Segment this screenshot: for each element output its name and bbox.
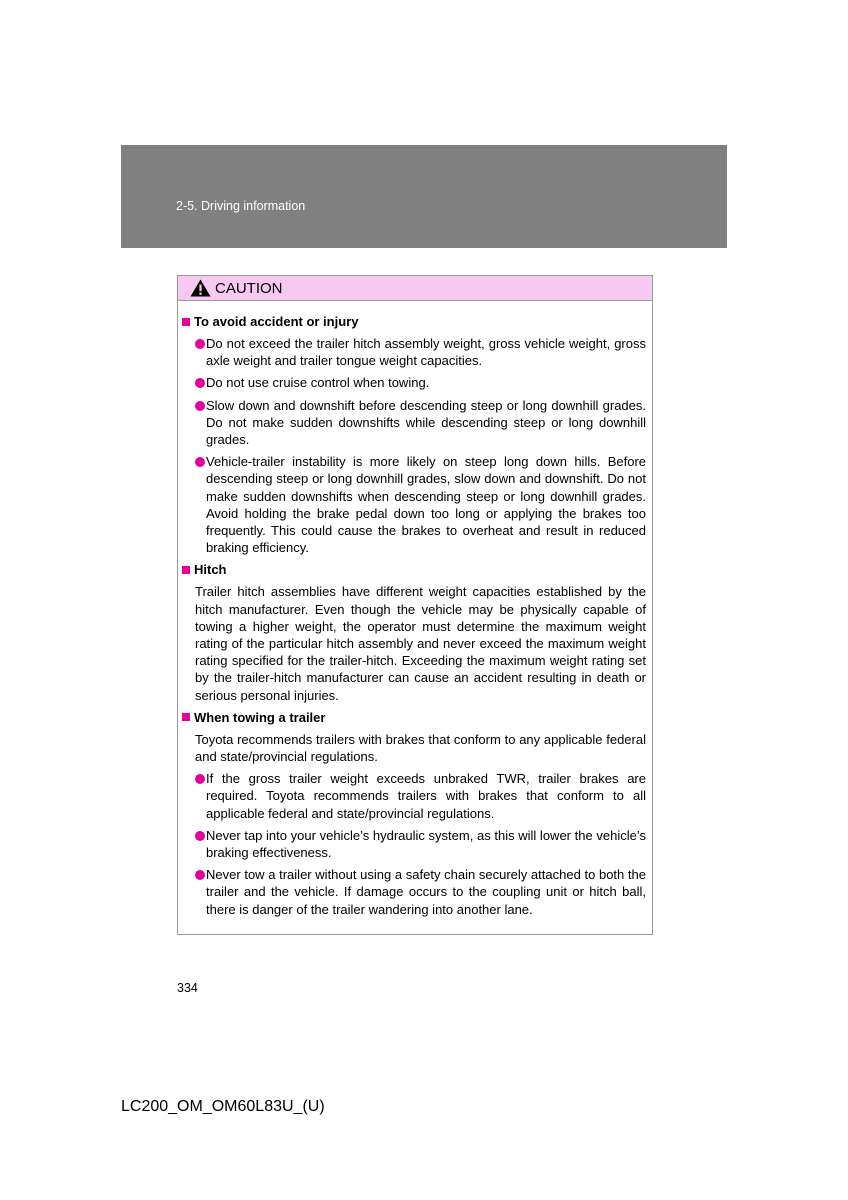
list-item bbox=[182, 453, 650, 556]
list-item bbox=[182, 866, 650, 918]
section-title-text: Hitch bbox=[194, 562, 227, 578]
square-bullet-icon bbox=[182, 566, 190, 574]
list-item bbox=[182, 397, 650, 449]
circle-bullet-icon bbox=[195, 831, 205, 841]
section-title-hitch bbox=[182, 561, 650, 578]
list-item bbox=[182, 374, 650, 391]
list-item-text: Never tap into your vehicle’s hydraulic system, as this will lower the vehicle’s braking effectiveness. bbox=[206, 827, 646, 861]
section-title-towing bbox=[182, 709, 650, 726]
list-item-text: Never tow a trailer without using a safety chain securely attached to both the trailer and the vehicle. If damage occurs to the coupling unit or hitch ball, there is danger of the trailer wandering into another lane. bbox=[206, 867, 646, 917]
header-band bbox=[121, 145, 727, 248]
circle-bullet-icon bbox=[195, 401, 205, 411]
section-title-avoid-accident bbox=[182, 313, 650, 330]
hitch-paragraph: Trailer hitch assemblies have different weight capacities established by the hitch manufacturer. Even though the vehicle may be physically capable of towing a higher weight, the operator must determine the maximum weight rating of the particular hitch assembly and never exceed the maximum weight rating specified for the trailer-hitch. Exceeding the maximum weight rating set by the trailer-hitch manufacturer can cause an accident resulting in death or serious personal injuries. bbox=[195, 584, 646, 703]
caution-box bbox=[177, 275, 653, 935]
section-label: 2-5. Driving information bbox=[176, 199, 306, 213]
caution-header bbox=[178, 276, 652, 301]
list-item-text: Vehicle-trailer instability is more likely on steep long down hills. Before descending steep or long downhill grades, slow down and downshift. Do not make sudden downshifts when descending steep or long downhill grades. Avoid holding the brake pedal down too long or applying the brakes too frequently. This could cause the brakes to overheat and result in reduced braking efficiency. bbox=[206, 454, 646, 556]
list-item-text: If the gross trailer weight exceeds unbraked TWR, trailer brakes are required. Toyota recommends trailers with brakes that conform to all applicable federal and state/provincial regulations. bbox=[206, 771, 646, 821]
page-number: 334 bbox=[177, 981, 198, 995]
circle-bullet-icon bbox=[195, 774, 205, 784]
list-item-text: Slow down and downshift before descending steep or long downhill grades. Do not make sudden downshifts while descending steep or long downhill grades. bbox=[206, 397, 646, 448]
caution-body bbox=[182, 313, 650, 918]
circle-bullet-icon bbox=[195, 870, 205, 880]
circle-bullet-icon bbox=[195, 457, 205, 467]
section-title-text: When towing a trailer bbox=[194, 709, 326, 725]
warning-icon bbox=[190, 279, 211, 297]
caution-label: CAUTION bbox=[215, 279, 283, 297]
list-item bbox=[182, 335, 650, 369]
document-code: LC200_OM_OM60L83U_(U) bbox=[121, 1098, 325, 1115]
section-title-text: To avoid accident or injury bbox=[194, 313, 359, 329]
list-item-text: Do not use cruise control when towing. bbox=[206, 375, 430, 391]
circle-bullet-icon bbox=[195, 339, 205, 349]
list-item bbox=[182, 827, 650, 861]
square-bullet-icon bbox=[182, 713, 190, 721]
square-bullet-icon bbox=[182, 318, 190, 326]
list-item bbox=[182, 770, 650, 822]
towing-paragraph: Toyota recommends trailers with brakes that conform to any applicable federal and state/provincial regulations. bbox=[195, 731, 646, 765]
circle-bullet-icon bbox=[195, 378, 205, 388]
list-item-text: Do not exceed the trailer hitch assembly weight, gross vehicle weight, gross axle weight and trailer tongue weight capacities. bbox=[206, 336, 646, 369]
